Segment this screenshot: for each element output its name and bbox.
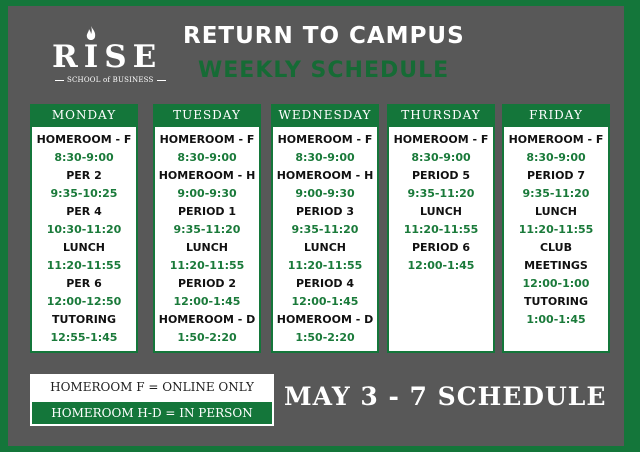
time-slot: 9:00-9:30 (177, 187, 237, 200)
time-slot: 10:30-11:20 (46, 223, 122, 236)
day-column-monday (30, 104, 138, 353)
time-slot: 9:35-10:25 (50, 187, 118, 200)
session-name: LUNCH (185, 241, 229, 254)
session-name: MEETINGS (524, 259, 588, 272)
time-slot: 12:00-1:45 (407, 259, 475, 272)
session-name: PERIOD 1 (177, 205, 237, 218)
day-column-wednesday (271, 104, 379, 353)
time-slot: 11:20-11:55 (518, 223, 594, 236)
time-slot: 1:50-2:20 (295, 331, 355, 344)
day-header: THURSDAY (387, 104, 495, 127)
time-slot: 11:20-11:55 (169, 259, 245, 272)
session-name: TUTORING (523, 295, 589, 308)
session-name: PER 4 (66, 205, 102, 218)
logo-subtitle: SCHOOL of BUSINESS (52, 76, 158, 84)
day-header: WEDNESDAY (271, 104, 379, 127)
day-header: TUESDAY (153, 104, 261, 127)
time-slot: 9:35-11:20 (407, 187, 475, 200)
time-slot: 8:30-9:00 (177, 151, 237, 164)
page-subtitle: WEEKLY SCHEDULE (198, 58, 450, 83)
session-name: LUNCH (419, 205, 463, 218)
time-slot: 12:00-12:50 (46, 295, 122, 308)
session-name: HOMEROOM - H (276, 169, 374, 182)
legend-online-only: HOMEROOM F = ONLINE ONLY (30, 374, 274, 400)
time-slot: 9:35-11:20 (291, 223, 359, 236)
day-column-friday (502, 104, 610, 353)
day-header: MONDAY (30, 104, 138, 127)
session-name: HOMEROOM - D (276, 313, 374, 326)
time-slot: 12:00-1:00 (522, 277, 590, 290)
day-entries (153, 127, 261, 353)
session-name: PERIOD 5 (411, 169, 471, 182)
day-entries (387, 127, 495, 353)
poster-background (8, 6, 624, 446)
session-name: LUNCH (534, 205, 578, 218)
page-title: RETURN TO CAMPUS (183, 23, 465, 49)
session-name: PER 2 (66, 169, 102, 182)
day-entries (271, 127, 379, 353)
time-slot: 9:35-11:20 (173, 223, 241, 236)
time-slot: 11:20-11:55 (403, 223, 479, 236)
time-slot: 8:30-9:00 (54, 151, 114, 164)
session-name: PERIOD 4 (295, 277, 355, 290)
session-name: HOMEROOM - D (158, 313, 256, 326)
legend-in-person: HOMEROOM H-D = IN PERSON (30, 400, 274, 426)
session-name: PERIOD 6 (411, 241, 471, 254)
session-name: LUNCH (303, 241, 347, 254)
time-slot: 12:55-1:45 (50, 331, 118, 344)
session-name: PERIOD 3 (295, 205, 355, 218)
session-name: TUTORING (51, 313, 117, 326)
time-slot: 8:30-9:00 (526, 151, 586, 164)
session-name: PERIOD 2 (177, 277, 237, 290)
time-slot: 8:30-9:00 (295, 151, 355, 164)
time-slot: 9:00-9:30 (295, 187, 355, 200)
rise-logo (52, 26, 163, 88)
session-name: HOMEROOM - F (508, 133, 604, 146)
session-name: HOMEROOM - H (158, 169, 256, 182)
session-name: HOMEROOM - F (277, 133, 373, 146)
session-name: CLUB (539, 241, 572, 254)
time-slot: 11:20-11:55 (46, 259, 122, 272)
time-slot: 9:35-11:20 (522, 187, 590, 200)
time-slot: 11:20-11:55 (287, 259, 363, 272)
time-slot: 1:00-1:45 (526, 313, 586, 326)
time-slot: 8:30-9:00 (411, 151, 471, 164)
session-name: PER 6 (66, 277, 102, 290)
session-name: HOMEROOM - F (393, 133, 489, 146)
session-name: HOMEROOM - F (159, 133, 255, 146)
day-header: FRIDAY (502, 104, 610, 127)
session-name: HOMEROOM - F (36, 133, 132, 146)
time-slot: 1:50-2:20 (177, 331, 237, 344)
day-column-tuesday (153, 104, 261, 353)
time-slot: 12:00-1:45 (291, 295, 359, 308)
time-slot: 12:00-1:45 (173, 295, 241, 308)
day-entries (30, 127, 138, 353)
day-column-thursday (387, 104, 495, 353)
session-name: PERIOD 7 (526, 169, 586, 182)
logo-word: RISE (52, 39, 163, 75)
session-name: LUNCH (62, 241, 106, 254)
day-entries (502, 127, 610, 353)
schedule-date-label: MAY 3 - 7 SCHEDULE (284, 382, 607, 411)
